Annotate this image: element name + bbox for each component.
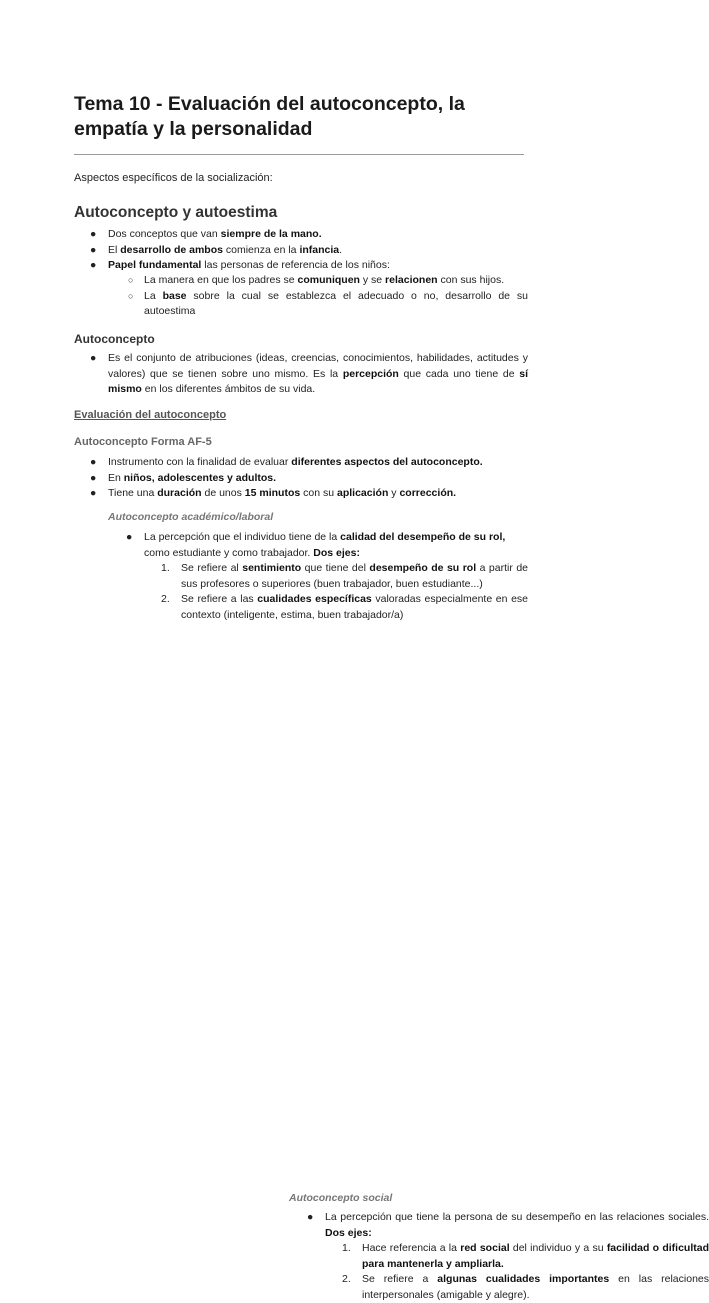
list-item: 2. Se refiere a algunas cualidades importantes en las relaciones interpersonales (amigable y alegre). [342,1273,709,1301]
circle-bullet-icon: ○ [128,275,134,285]
list-item: ● El desarrollo de ambos comienza en la infancia. [108,243,528,259]
heading-autoconcepto: Autoconcepto [74,332,155,346]
circle-bullet-icon: ○ [128,290,134,301]
bullet-icon: ● [126,531,133,543]
list-item: ● Instrumento con la finalidad de evaluar diferentes aspectos del autoconcepto. [108,455,528,471]
bullet-list-academico [126,530,528,561]
numbered-list-social [342,1241,709,1303]
list-item: ● La percepción que tiene la persona de su desempeño en las relaciones sociales. Dos ejes: [307,1211,709,1239]
list-item: ● La percepción que el individuo tiene de la calidad del desempeño de su rol, como estudiante y como trabajador. Dos ejes: [126,531,506,559]
bullet-list-social [307,1210,709,1241]
heading-autoconcepto-autoestima: Autoconcepto y autoestima [74,204,278,221]
list-item: ● Papel fundamental las personas de referencia de los niños: [108,258,528,274]
intro-text: Aspectos específicos de la socialización: [74,172,273,184]
bullet-icon: ● [90,228,97,240]
list-item: ○ La manera en que los padres se comuniquen y se relacionen con sus hijos. [144,273,528,289]
list-item: 1. Hace referencia a la red social del individuo y a su facilidad o dificultad para mantenerla y ampliarla. [342,1242,709,1270]
bullet-icon: ● [90,456,97,468]
list-item: ● Es el conjunto de atribuciones (ideas, creencias, conocimientos, habilidades, actitudes y valores) que se tienen sobre uno mismo. Es la percepción que cada uno tiene de sí mismo en los diferentes ámbitos de su vida. [90,352,528,395]
bullet-icon: ● [90,259,97,271]
bullet-icon: ● [90,352,97,364]
list-item: 2. Se refiere a las cualidades específicas valoradas especialmente en ese contexto (inteligente, estima, buen trabajador/a) [161,593,528,621]
bullet-list-autoestima [90,227,528,274]
heading-autoconcepto-academico: Autoconcepto académico/laboral [108,511,274,523]
heading-evaluacion-autoconcepto: Evaluación del autoconcepto [74,409,227,421]
list-item: ● En niños, adolescentes y adultos. [108,471,528,487]
bullet-list-af5 [90,455,528,502]
bullet-icon: ● [90,471,97,484]
sub-bullet-list [128,273,528,320]
numbered-list-academico [161,561,709,1301]
list-item: ● Dos conceptos que van siempre de la mano. [108,227,528,243]
bullet-icon: ● [90,487,97,499]
page-title: Tema 10 - Evaluación del autoconcepto, la empatía y la personalidad [74,93,465,140]
bullet-icon: ● [307,1211,314,1223]
heading-autoconcepto-social: Autoconcepto social [289,1192,393,1204]
horizontal-divider [74,154,524,155]
bullet-icon: ● [90,243,97,256]
list-item: ○ La base sobre la cual se establezca el adecuado o no, desarrollo de su autoestima [128,289,528,317]
bullet-list-autoconcepto [90,351,528,398]
list-item: ● Tiene una duración de unos 15 minutos con su aplicación y corrección. [108,486,528,502]
heading-forma-af5: Autoconcepto Forma AF-5 [74,436,212,448]
list-item: 1. Se refiere al sentimiento que tiene del desempeño de su rol a partir de sus profesores o superiores (buen trabajador, buen estudiante...) [161,562,529,590]
